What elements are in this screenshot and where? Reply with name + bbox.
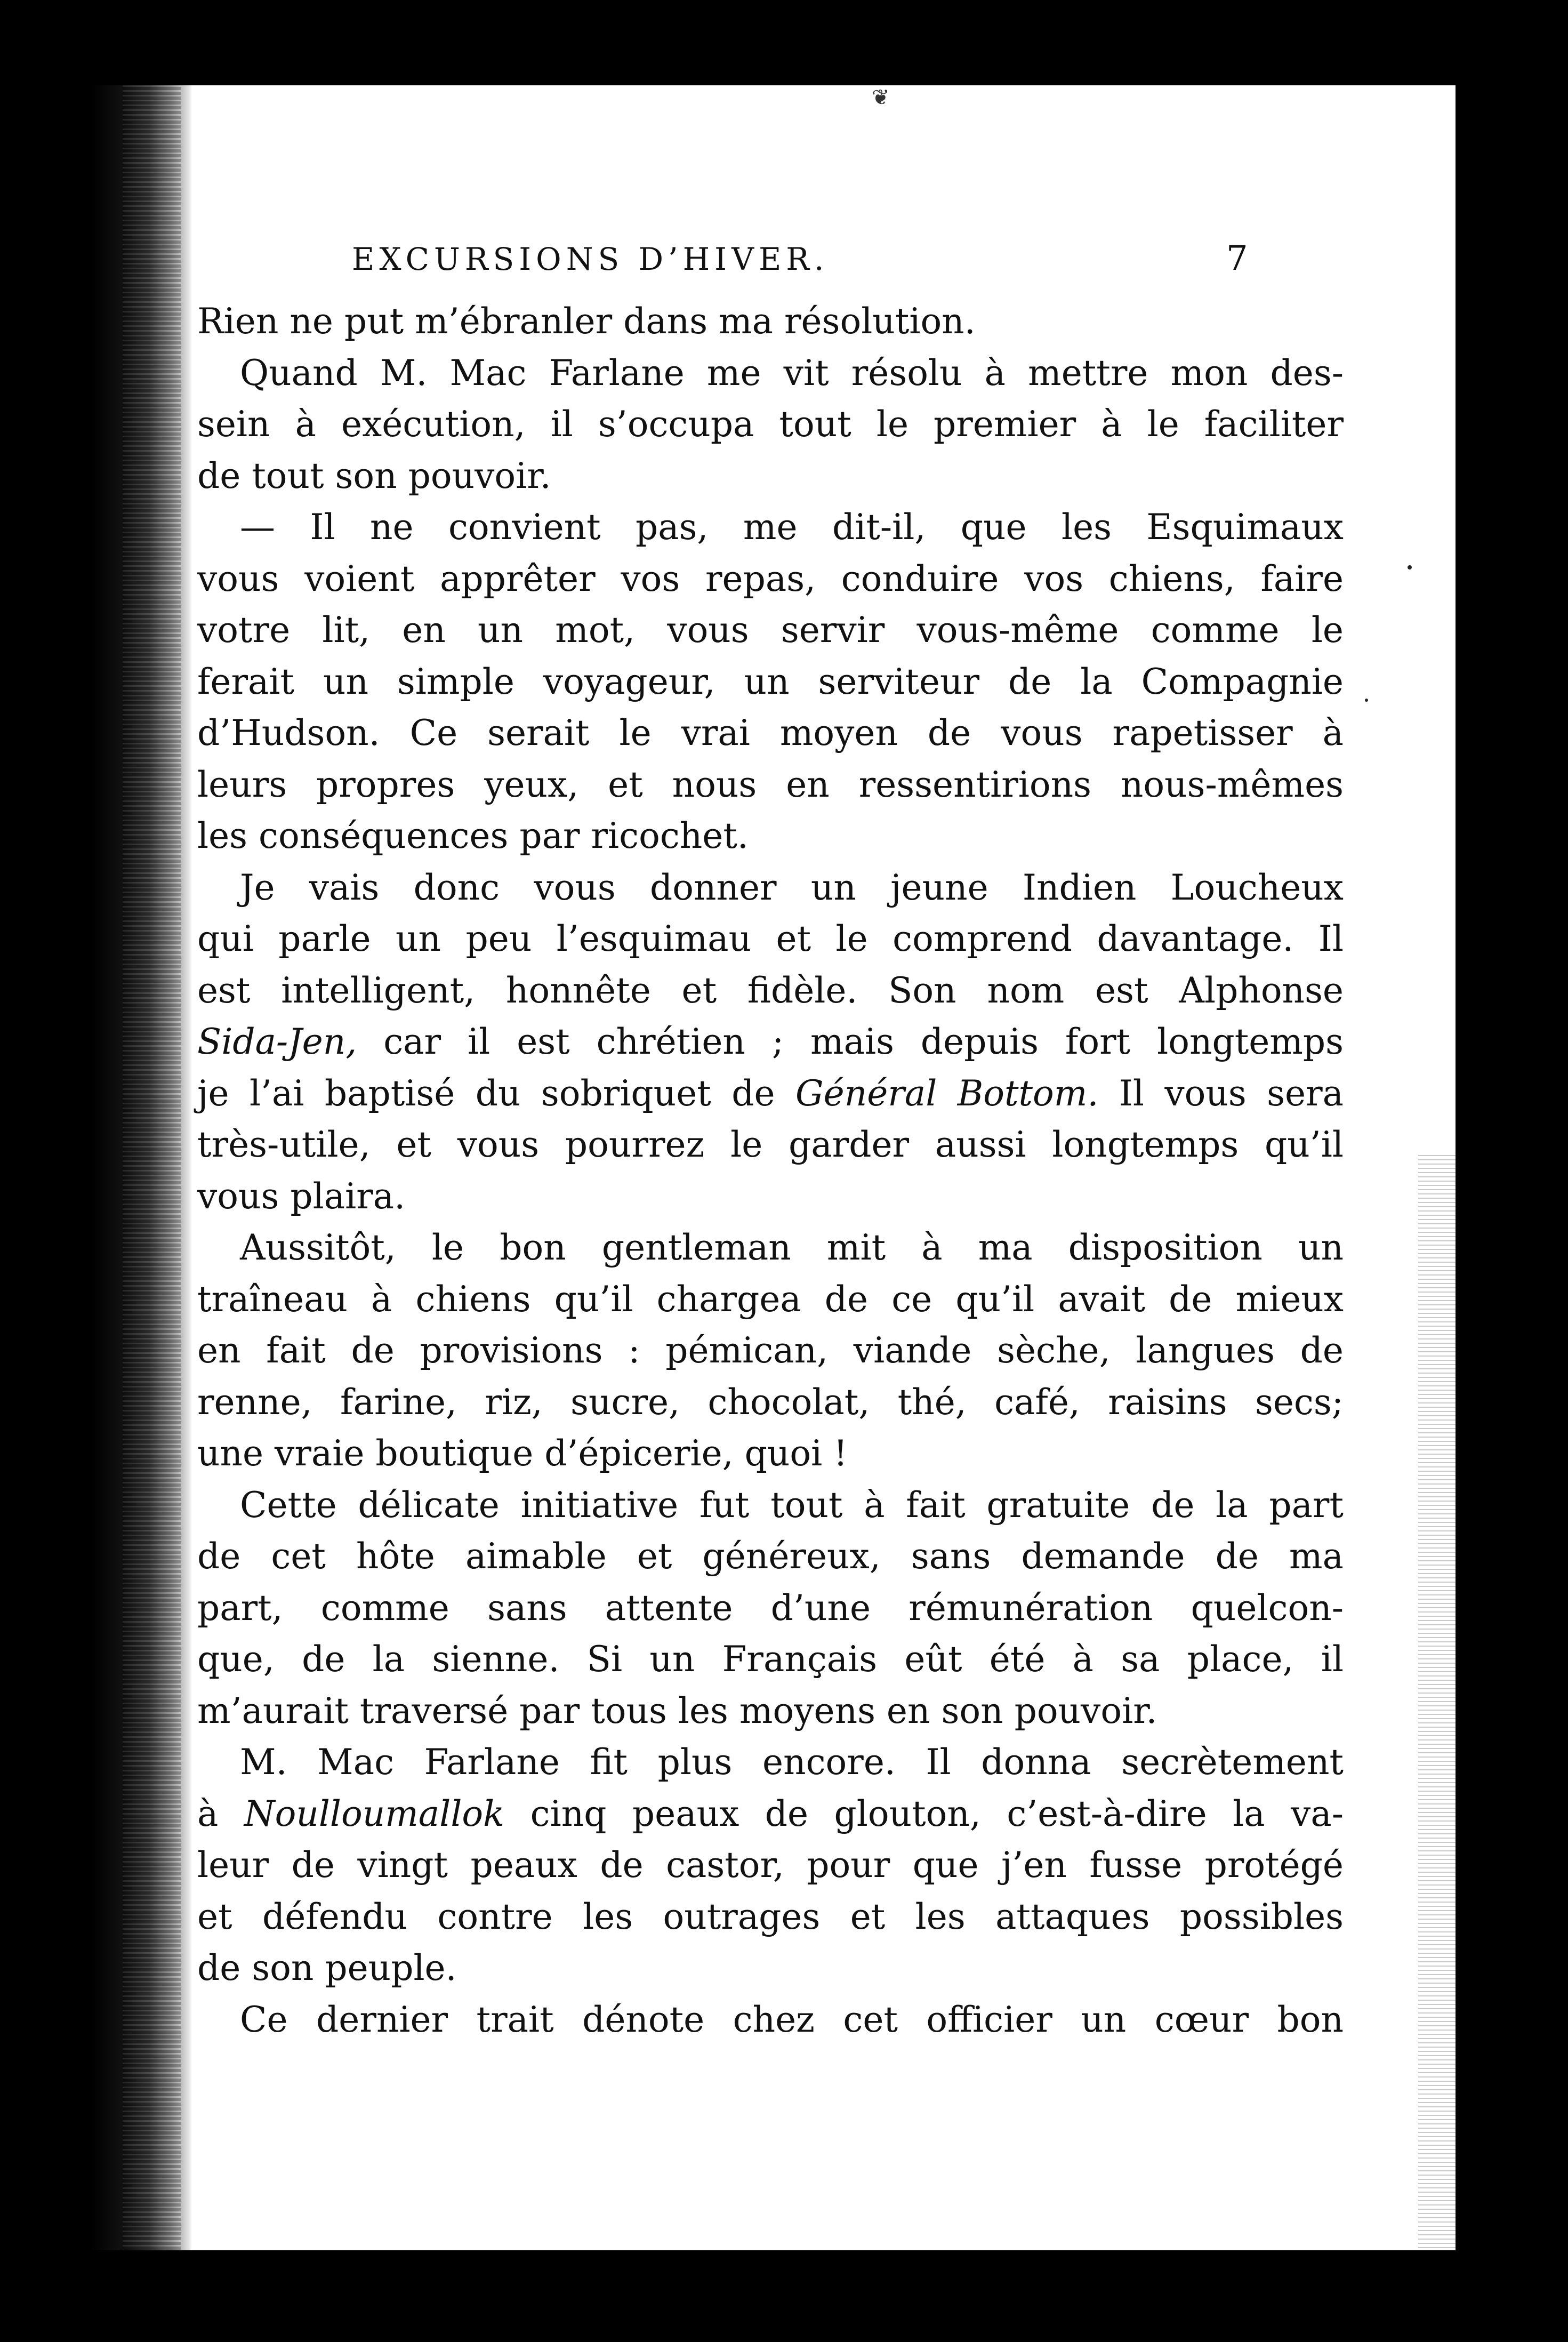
text-line: d’Hudson. Ce serait le vrai moyen de vous rapetisser à <box>197 712 1344 753</box>
speck-mark <box>1365 699 1368 702</box>
text-fragment: car il est chrétien ; mais depuis fort longtemps <box>383 1021 1344 1062</box>
binding-texture <box>123 85 181 2250</box>
text-line: traîneau à chiens qu’il chargea de ce qu’il avait de mieux <box>197 1278 1344 1320</box>
text-line: Aussitôt, le bon gentleman mit à ma disposition un <box>240 1227 1344 1268</box>
text-line: de tout son pouvoir. <box>197 455 551 496</box>
text-line: part, comme sans attente d’une rémunération quelcon- <box>197 1587 1344 1629</box>
text-line <box>197 1788 1344 1840</box>
text-fragment: Il vous sera <box>1119 1072 1344 1114</box>
body-text <box>197 296 1344 2046</box>
text-line: — Il ne convient pas, me dit-il, que les Esquimaux <box>240 507 1344 548</box>
text-line: Rien ne put m’ébranler dans ma résolution. <box>197 301 976 342</box>
text-line: votre lit, en un mot, vous servir vous-même comme le <box>197 609 1344 651</box>
text-line: M. Mac Farlane fit plus encore. Il donna secrètement <box>240 1742 1344 1783</box>
text-line: Ce dernier trait dénote chez cet officier un cœur bon <box>240 1999 1344 2040</box>
text-line <box>197 1016 1344 1068</box>
text-fragment: cinq peaux de glouton, c’est-à-dire la va- <box>530 1793 1344 1834</box>
text-line: et défendu contre les outrages et les attaques possibles <box>197 1896 1344 1937</box>
text-fragment: je l’ai baptisé du sobriquet de <box>197 1072 775 1114</box>
text-line: sein à exécution, il s’occupa tout le premier à le faciliter <box>197 404 1344 445</box>
text-line: Quand M. Mac Farlane me vit résolu à mettre mon des- <box>240 352 1344 394</box>
speck-mark <box>1408 565 1412 570</box>
text-fragment: à <box>197 1793 219 1834</box>
text-line: que, de la sienne. Si un Français eût été à sa place, il <box>197 1639 1344 1680</box>
text-line: vous plaira. <box>197 1175 406 1217</box>
text-line: de cet hôte aimable et généreux, sans demande de ma <box>197 1536 1344 1577</box>
text-line: Je vais donc vous donner un jeune Indien Loucheux <box>240 867 1344 908</box>
text-line <box>197 1068 1344 1120</box>
italic-name-sida-jen: Sida-Jen, <box>197 1021 357 1062</box>
text-line: en fait de provisions : pémican, viande sèche, langues de <box>197 1330 1344 1371</box>
text-line: Cette délicate initiative fut tout à fait gratuite de la part <box>240 1484 1344 1526</box>
text-line: qui parle un peu l’esquimau et le comprend davantage. Il <box>197 918 1344 959</box>
text-line: est intelligent, honnête et fidèle. Son nom est Alphonse <box>197 969 1344 1011</box>
text-line: de son peuple. <box>197 1947 457 1988</box>
italic-name-noulloumallok: Noulloumallok <box>244 1793 505 1834</box>
text-line: renne, farine, riz, sucre, chocolat, thé, café, raisins secs; <box>197 1381 1344 1423</box>
ornament-icon: ❦ <box>872 85 890 110</box>
page-edge-speckle <box>1418 1152 1456 2250</box>
book-page <box>91 85 1456 2250</box>
text-line: ferait un simple voyageur, un serviteur de la Compagnie <box>197 661 1344 702</box>
text-line: les conséquences par ricochet. <box>197 815 749 856</box>
text-line: vous voient apprêter vos repas, conduire vos chiens, faire <box>197 558 1344 599</box>
text-line: leur de vingt peaux de castor, pour que j’en fusse protégé <box>197 1844 1344 1886</box>
text-line: très-utile, et vous pourrez le garder aussi longtemps qu’il <box>197 1124 1344 1165</box>
page-number: 7 <box>1226 239 1248 278</box>
italic-name-general-bottom: Général Bottom. <box>795 1072 1099 1114</box>
running-head: EXCURSIONS D’HIVER. <box>352 241 829 277</box>
text-line: une vraie boutique d’épicerie, quoi ! <box>197 1433 848 1474</box>
text-line: leurs propres yeux, et nous en ressentirions nous-mêmes <box>197 764 1344 805</box>
text-line: m’aurait traversé par tous les moyens en son pouvoir. <box>197 1690 1157 1731</box>
